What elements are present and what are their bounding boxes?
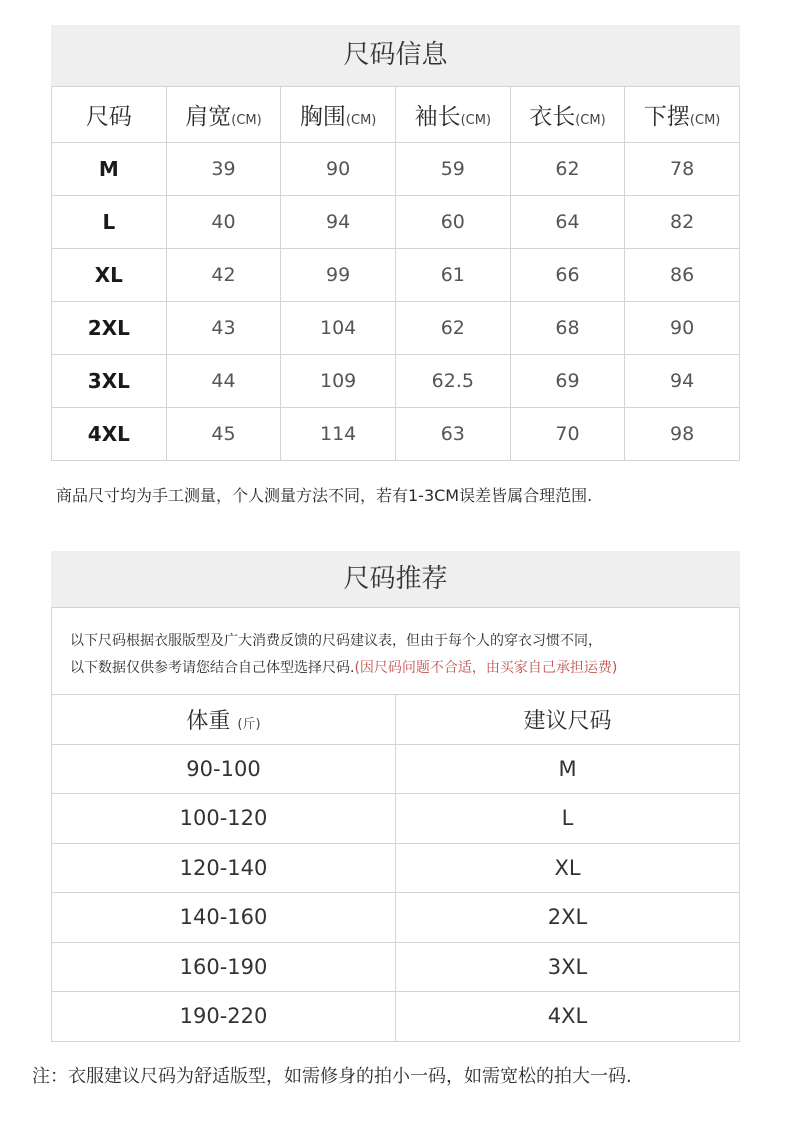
suggested-size: XL (396, 843, 740, 893)
table-row (52, 843, 740, 893)
header-length: 衣长(CM) (510, 87, 625, 143)
table-row (52, 143, 740, 196)
shoulder-value: 39 (166, 143, 281, 196)
footer-note: 注：衣服建议尺码为舒适版型，如需修身的拍小一码，如需宽松的拍大一码. (32, 1066, 632, 1087)
length-value: 64 (510, 196, 625, 249)
suggested-size: 3XL (396, 942, 740, 992)
header-shoulder: 肩宽(CM) (166, 87, 281, 143)
recommendation-header-row (52, 695, 740, 745)
hem-value: 94 (625, 355, 740, 408)
table-row (52, 794, 740, 844)
header-hem: 下摆(CM) (625, 87, 740, 143)
table-row (52, 942, 740, 992)
chest-value: 94 (281, 196, 396, 249)
table-row (52, 355, 740, 408)
hem-value: 86 (625, 249, 740, 302)
table-row (52, 992, 740, 1042)
suggested-size: 2XL (396, 893, 740, 943)
chest-value: 109 (281, 355, 396, 408)
length-value: 62 (510, 143, 625, 196)
length-value: 69 (510, 355, 625, 408)
shipping-warning: (因尺码问题不合适，由买家自己承担运费) (354, 660, 618, 676)
size-info-table (51, 86, 740, 461)
hem-value: 78 (625, 143, 740, 196)
recommendation-title: 尺码推荐 (51, 551, 740, 607)
header-size: 尺码 (52, 87, 167, 143)
shoulder-value: 44 (166, 355, 281, 408)
length-value: 66 (510, 249, 625, 302)
chest-value: 114 (281, 408, 396, 461)
table-row (52, 408, 740, 461)
sleeve-value: 63 (395, 408, 510, 461)
sleeve-value: 59 (395, 143, 510, 196)
size-label: 4XL (52, 408, 167, 461)
table-row (52, 249, 740, 302)
chest-value: 90 (281, 143, 396, 196)
shoulder-value: 40 (166, 196, 281, 249)
shoulder-value: 43 (166, 302, 281, 355)
hem-value: 98 (625, 408, 740, 461)
weight-range: 140-160 (52, 893, 396, 943)
weight-range: 160-190 (52, 942, 396, 992)
weight-range: 100-120 (52, 794, 396, 844)
size-info-title: 尺码信息 (51, 25, 740, 86)
weight-range: 90-100 (52, 744, 396, 794)
recommendation-intro (51, 607, 740, 694)
size-label: M (52, 143, 167, 196)
hem-value: 90 (625, 302, 740, 355)
length-value: 70 (510, 408, 625, 461)
header-suggested-size: 建议尺码 (396, 695, 740, 745)
size-label: 3XL (52, 355, 167, 408)
header-sleeve: 袖长(CM) (395, 87, 510, 143)
chest-value: 99 (281, 249, 396, 302)
table-row (52, 302, 740, 355)
header-chest: 胸围(CM) (281, 87, 396, 143)
sleeve-value: 61 (395, 249, 510, 302)
measurement-note: 商品尺寸均为手工测量，个人测量方法不同，若有1-3CM误差皆属合理范围. (56, 486, 593, 505)
table-row (52, 893, 740, 943)
sleeve-value: 62 (395, 302, 510, 355)
chest-value: 104 (281, 302, 396, 355)
suggested-size: M (396, 744, 740, 794)
hem-value: 82 (625, 196, 740, 249)
weight-range: 190-220 (52, 992, 396, 1042)
intro-line-2: 以下数据仅供参考请您结合自己体型选择尺码.(因尺码问题不合适，由买家自己承担运费) (70, 660, 618, 676)
header-weight: 体重 (斤) (52, 695, 396, 745)
table-row (52, 196, 740, 249)
sleeve-value: 60 (395, 196, 510, 249)
weight-range: 120-140 (52, 843, 396, 893)
shoulder-value: 45 (166, 408, 281, 461)
shoulder-value: 42 (166, 249, 281, 302)
size-info-header-row (52, 87, 740, 143)
sleeve-value: 62.5 (395, 355, 510, 408)
intro-line-1: 以下尺码根据衣服版型及广大消费反馈的尺码建议表，但由于每个人的穿衣习惯不同， (70, 633, 602, 649)
size-label: XL (52, 249, 167, 302)
recommendation-table (51, 694, 740, 1042)
size-label: 2XL (52, 302, 167, 355)
suggested-size: L (396, 794, 740, 844)
size-label: L (52, 196, 167, 249)
length-value: 68 (510, 302, 625, 355)
suggested-size: 4XL (396, 992, 740, 1042)
table-row (52, 744, 740, 794)
